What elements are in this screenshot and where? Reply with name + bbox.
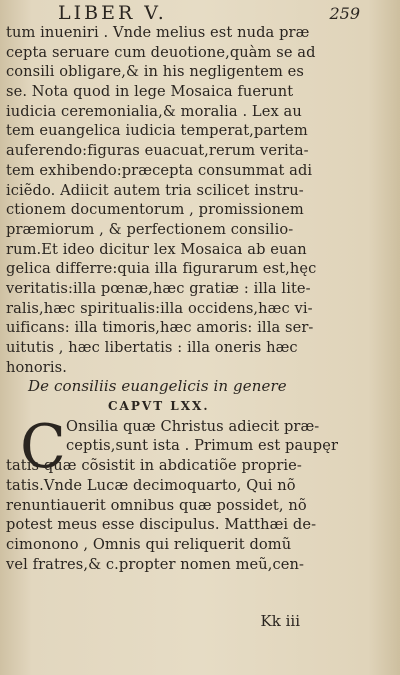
text-line: ctionem documentorum , promissionem [6, 201, 304, 219]
drop-cap: C [20, 411, 66, 482]
text-line: ralis,hæc spiritualis:illa occidens,hæc vi- [6, 299, 313, 317]
text-line: tem exhibendo:præcepta consummat adi [6, 161, 313, 179]
text-line: potest meus esse discipulus. Matthæi de- [6, 516, 317, 534]
text-line: veritatis:illa pœnæ,hæc gratiæ : illa lite- [6, 279, 311, 297]
text-line: se. Nota quod in lege Mosaica fuerunt [6, 83, 294, 101]
text-line: cimonono , Omnis qui reliquerit domũ [6, 535, 292, 553]
chapter-number: CAPVT LXX. [108, 399, 210, 414]
running-head: LIBER V. [58, 2, 167, 24]
text-line: tatis quæ cõsistit in abdicatiõe proprie- [6, 457, 302, 475]
text-line: uitutis , hæc libertatis : illa oneris hæc [6, 339, 298, 356]
text-line: iciẽdo. Adiicit autem tria scilicet instru- [6, 181, 304, 199]
text-line: auferendo:figuras euacuat,rerum verita- [6, 142, 309, 160]
text-line: tatis.Vnde Lucæ decimoquarto, Qui nõ [6, 476, 296, 494]
text-line: cepta seruare cum deuotione,quàm se ad [6, 43, 316, 61]
text-line: Onsilia quæ Christus adiecit præ- [66, 417, 320, 435]
text-line: vel fratres,& c.propter nomen meũ,cen- [6, 555, 305, 573]
chapter-body [0, 411, 400, 573]
text-line: gelica differre:quia illa figurarum est,hęc [6, 260, 317, 278]
text-line: præmiorum , & perfectionem consilio- [6, 220, 294, 238]
signature-mark: Kk iii [260, 612, 300, 630]
text-line: honoris. [6, 358, 67, 376]
text-line: rum.Et ideo dicitur lex Mosaica ab euan [6, 240, 307, 258]
text-line: tem euangelica iudicia temperat,partem [6, 122, 308, 140]
text-block [0, 23, 400, 573]
text-line: consili obligare,& in his negligentem es [6, 63, 304, 81]
text-line: uificans: illa timoris,hæc amoris: illa ser- [6, 319, 314, 337]
page-number: 259 [329, 4, 360, 23]
text-line: tum inueniri . Vnde melius est nuda præ [6, 24, 310, 41]
text-line: renuntiauerit omnibus quæ possidet, nõ [6, 496, 307, 514]
text-line: iudicia ceremonialia,& moralia . Lex au [6, 102, 302, 120]
chapter-heading: De consiliis euangelicis in genere [28, 377, 287, 396]
text-line: ceptis,sunt ista . Primum est paupęr [66, 437, 339, 455]
